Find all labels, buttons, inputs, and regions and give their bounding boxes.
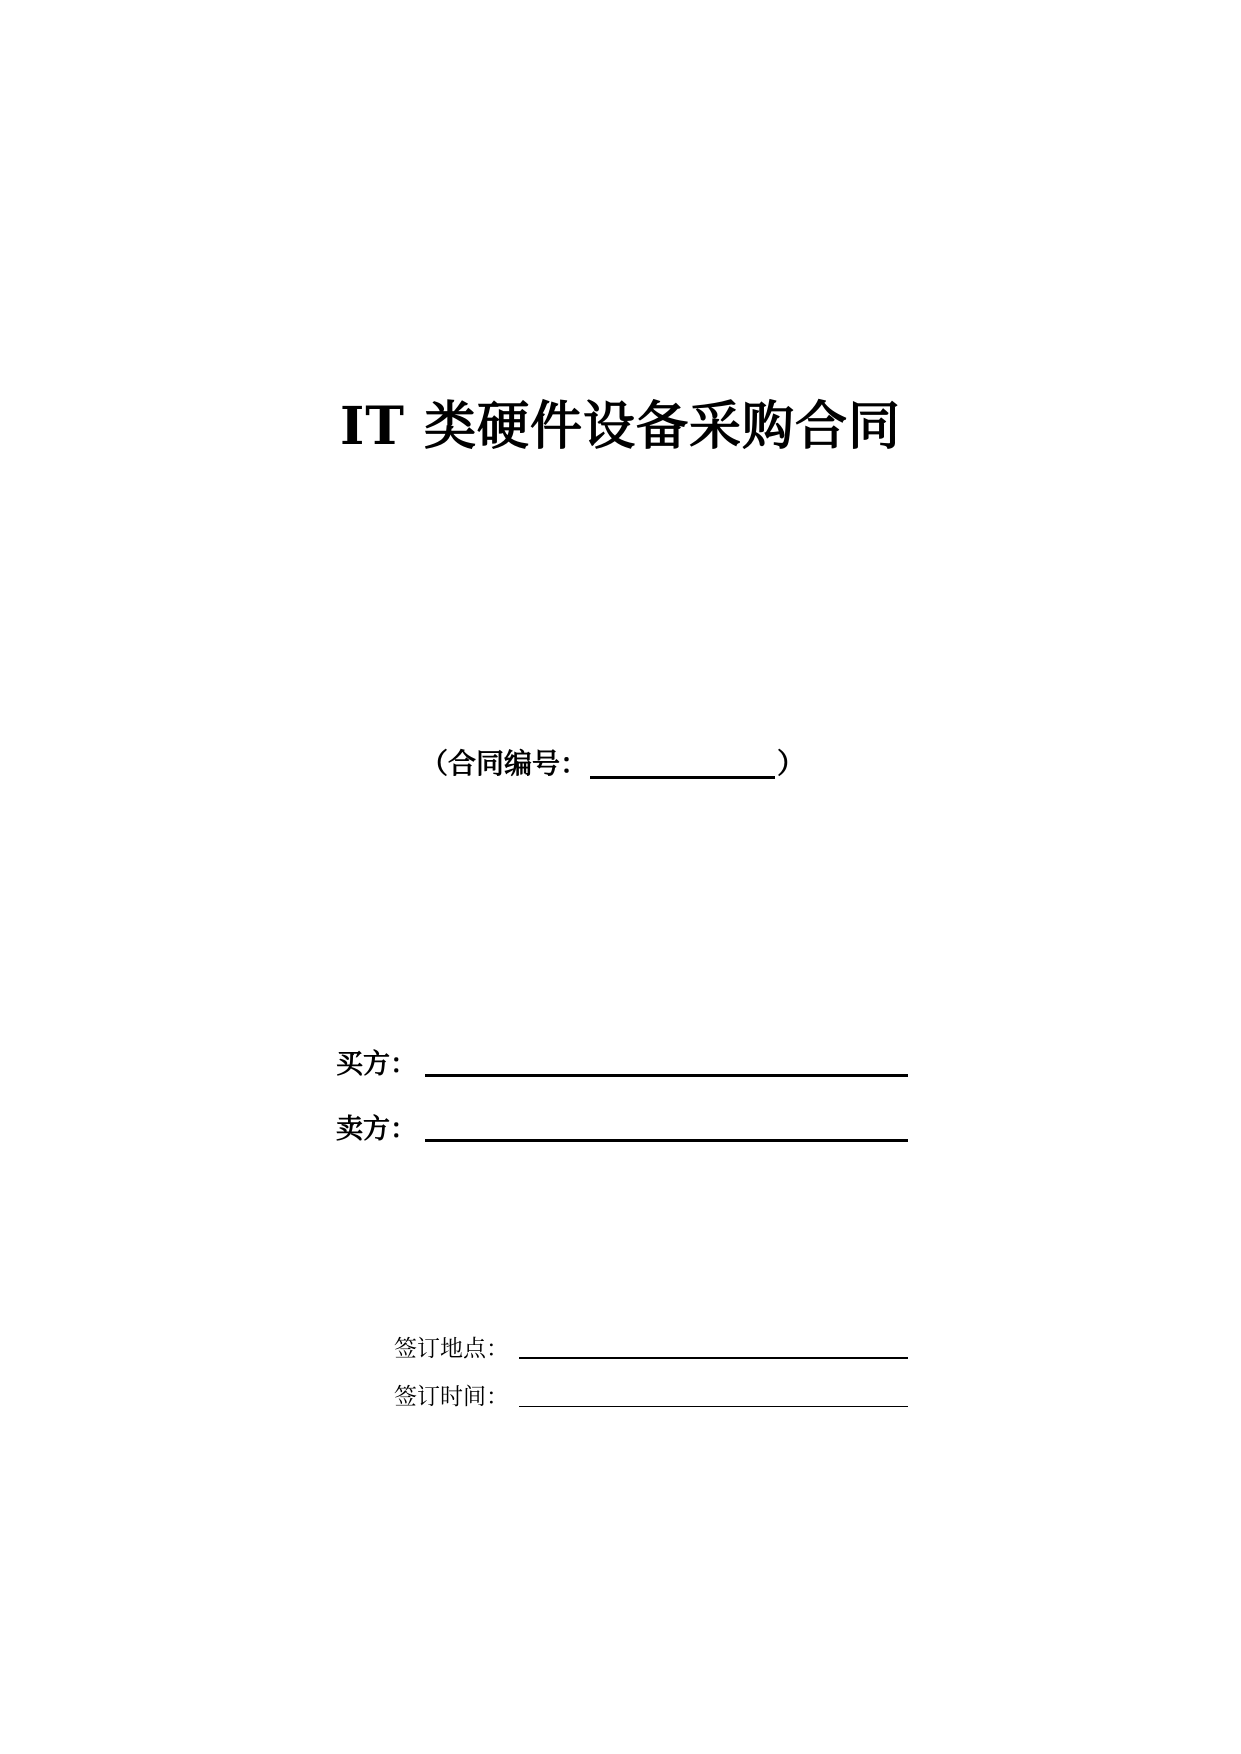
signing-place-row bbox=[394, 1330, 908, 1366]
buyer-field[interactable] bbox=[425, 1044, 908, 1077]
contract-number-close-paren: ） bbox=[777, 747, 806, 780]
contract-number-blank[interactable] bbox=[590, 744, 775, 779]
buyer-row bbox=[336, 1041, 908, 1085]
document-title: IT 类硬件设备采购合同 bbox=[339, 396, 902, 457]
signing-place-field[interactable] bbox=[519, 1331, 908, 1359]
seller-field[interactable] bbox=[425, 1109, 908, 1142]
buyer-label: 买方： bbox=[336, 1049, 417, 1080]
seller-label: 卖方： bbox=[336, 1114, 417, 1145]
signing-place-label: 签订地点： bbox=[394, 1336, 509, 1362]
contract-number-line bbox=[420, 744, 805, 784]
seller-row bbox=[336, 1106, 908, 1150]
signing-time-field[interactable] bbox=[519, 1380, 908, 1407]
signing-time-label: 签订时间： bbox=[394, 1384, 509, 1410]
signing-time-row bbox=[394, 1378, 908, 1414]
contract-number-label: （合同编号： bbox=[420, 747, 589, 780]
